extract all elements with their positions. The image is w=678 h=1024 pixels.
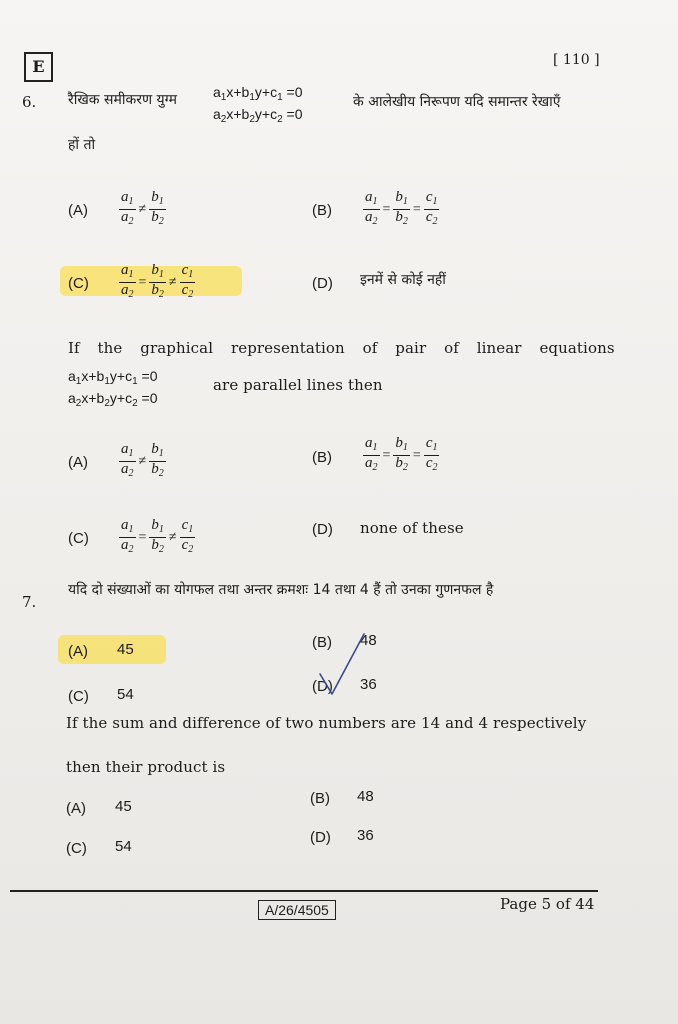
q7-hi-option-a-value: 45 bbox=[117, 641, 134, 658]
q6-hindi-suffix: के आलेखीय निरूपण यदि समान्तर रेखाएँ bbox=[353, 94, 561, 110]
q7-en-option-a-value: 45 bbox=[115, 798, 132, 815]
footer-rule bbox=[10, 890, 598, 892]
q6-en-option-b-ratio: $\frac{a_1}{a_2}$ = $\frac{b_1}{b_2}$ = $\frac{c_1}{c_2}$ bbox=[365, 435, 438, 473]
q6-hi-option-b-ratio: $\frac{a_1}{a_2}$ = $\frac{b_1}{b_2}$ = $\frac{c_1}{c_2}$ bbox=[365, 189, 438, 227]
q7-en-option-b-value: 48 bbox=[357, 788, 374, 805]
q7-hi-option-b-label[interactable]: (B) bbox=[312, 634, 332, 651]
q7-hi-option-a-label[interactable]: (A) bbox=[68, 643, 88, 660]
q6-en-option-a-label[interactable]: (A) bbox=[68, 454, 88, 471]
q6-hi-option-c-label[interactable]: (C) bbox=[68, 275, 89, 292]
q7-hindi-text: यदि दो संख्याओं का योगफल तथा अन्तर क्रमशः 14 तथा 4 हैं तो उनका गुणनफल है bbox=[68, 582, 494, 598]
q7-en-option-d-label[interactable]: (D) bbox=[310, 829, 331, 846]
q7-hi-option-d-label[interactable]: (D) bbox=[312, 678, 333, 695]
q6-en-option-d-label[interactable]: (D) bbox=[312, 521, 333, 538]
equation-line-1: $a_1x+b_1y+c_1 =0$ bbox=[213, 84, 303, 103]
q6-english-equations bbox=[68, 368, 158, 412]
q7-hi-option-b-value: 48 bbox=[360, 632, 377, 649]
q6-hindi-equations bbox=[213, 84, 303, 128]
q7-english-line2: then their product is bbox=[66, 758, 226, 776]
q7-en-option-b-label[interactable]: (B) bbox=[310, 790, 330, 807]
set-label-box: E bbox=[24, 52, 53, 82]
q6-number: 6. bbox=[22, 93, 37, 111]
q7-en-option-c-value: 54 bbox=[115, 838, 132, 855]
q7-english-line1: If the sum and difference of two numbers are 14 and 4 respectively bbox=[66, 714, 587, 732]
q6-en-option-a-ratio: $\frac{a_1}{a_2}$ ≠ $\frac{b_1}{b_2}$ bbox=[121, 441, 164, 479]
q7-hi-option-d-value: 36 bbox=[360, 676, 377, 693]
page-code: [ 110 ] bbox=[553, 52, 600, 68]
q6-hindi-line2: हों तो bbox=[68, 137, 96, 153]
paper-code-box: A/26/4505 bbox=[258, 900, 336, 920]
q6-english-suffix: are parallel lines then bbox=[213, 376, 383, 394]
q6-hi-option-a-ratio: $\frac{a_1}{a_2}$ ≠ $\frac{b_1}{b_2}$ bbox=[121, 189, 164, 227]
q7-hi-option-c-label[interactable]: (C) bbox=[68, 688, 89, 705]
q6-hi-option-d-label[interactable]: (D) bbox=[312, 275, 333, 292]
page-number: Page 5 of 44 bbox=[500, 895, 595, 913]
q7-en-option-d-value: 36 bbox=[357, 827, 374, 844]
equation-line-1: $a_1x+b_1y+c_1 =0$ bbox=[68, 368, 158, 387]
q6-hi-option-b-label[interactable]: (B) bbox=[312, 202, 332, 219]
equation-line-2: $a_2x+b_2y+c_2 =0$ bbox=[213, 106, 303, 125]
q6-hindi-prefix: रैखिक समीकरण युग्म bbox=[68, 92, 177, 108]
equation-line-2: $a_2x+b_2y+c_2 =0$ bbox=[68, 390, 158, 409]
q6-hi-option-c-ratio: $\frac{a_1}{a_2}$ = $\frac{b_1}{b_2}$ ≠ $\frac{c_1}{c_2}$ bbox=[121, 262, 194, 300]
pen-tick-mark-icon bbox=[318, 630, 368, 696]
q6-hi-option-d-text: इनमें से कोई नहीं bbox=[360, 272, 446, 288]
q6-hi-option-a-label[interactable]: (A) bbox=[68, 202, 88, 219]
q7-hi-option-c-value: 54 bbox=[117, 686, 134, 703]
q6-en-option-d-text: none of these bbox=[360, 519, 464, 537]
q7-number: 7. bbox=[22, 593, 37, 611]
q6-en-option-b-label[interactable]: (B) bbox=[312, 449, 332, 466]
q7-en-option-c-label[interactable]: (C) bbox=[66, 840, 87, 857]
q6-english-line1: If the graphical representation of pair of linear equations bbox=[68, 339, 615, 357]
q6-en-option-c-ratio: $\frac{a_1}{a_2}$ = $\frac{b_1}{b_2}$ ≠ $\frac{c_1}{c_2}$ bbox=[121, 517, 194, 555]
q7-en-option-a-label[interactable]: (A) bbox=[66, 800, 86, 817]
q6-en-option-c-label[interactable]: (C) bbox=[68, 530, 89, 547]
